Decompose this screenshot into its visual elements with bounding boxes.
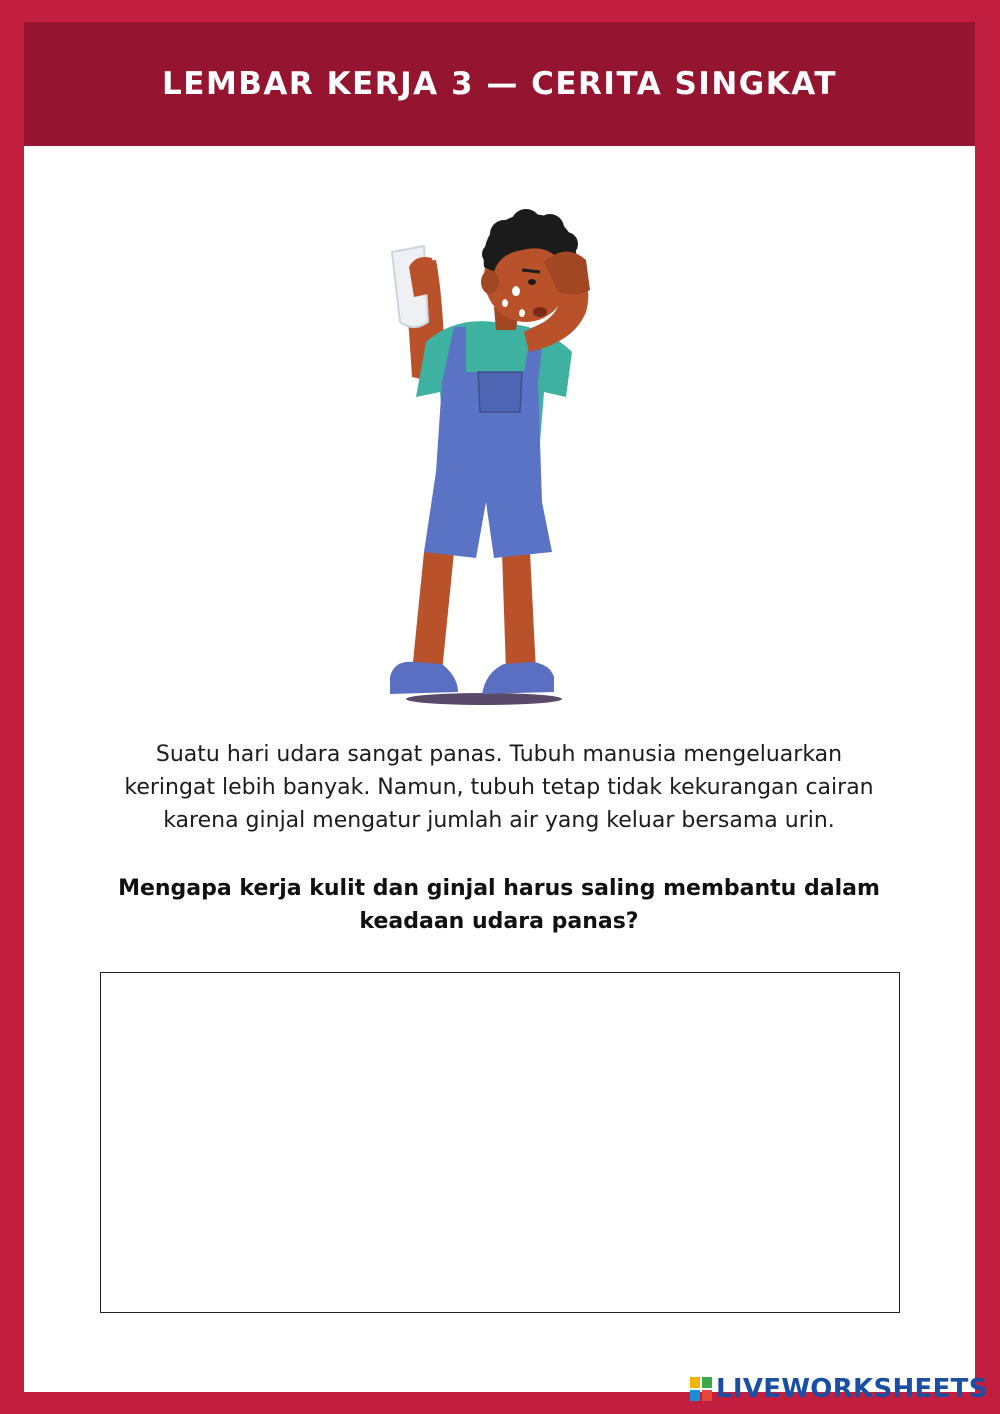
page-title: LEMBAR KERJA 3 — CERITA SINGKAT — [162, 66, 837, 102]
story-text — [94, 738, 904, 837]
brand-name: LIVEWORKSHEETS — [716, 1374, 988, 1404]
question-line: Mengapa kerja kulit dan ginjal harus saling membantu dalam — [118, 876, 880, 901]
header-banner — [24, 22, 975, 146]
question-line: keadaan udara panas? — [359, 909, 639, 934]
liveworksheets-logo-icon — [690, 1377, 712, 1401]
story-line: karena ginjal mengatur jumlah air yang keluar bersama urin. — [163, 808, 835, 833]
story-line: keringat lebih banyak. Namun, tubuh tetap tidak kekurangan cairan — [124, 775, 874, 800]
liveworksheets-brand — [690, 1372, 990, 1406]
sweating-boy-illustration — [354, 172, 654, 712]
worksheet-page — [24, 22, 975, 1392]
question-text — [94, 872, 904, 938]
answer-textbox[interactable] — [100, 972, 900, 1313]
story-line: Suatu hari udara sangat panas. Tubuh manusia mengeluarkan — [155, 742, 843, 767]
